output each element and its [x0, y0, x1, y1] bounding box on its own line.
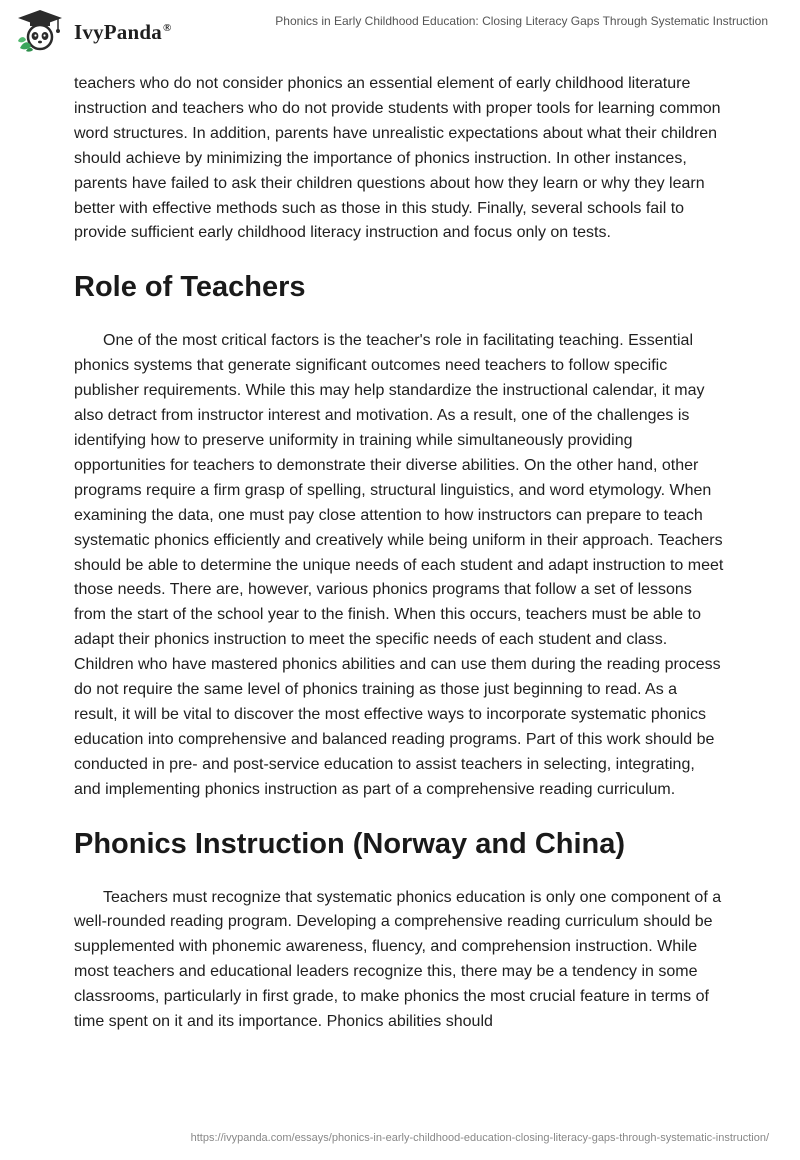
page-header	[0, 0, 800, 56]
brand-label: IvyPanda	[74, 20, 162, 44]
intro-paragraph: teachers who do not consider phonics an essential element of early childhood literature instruction and teachers who do not provide students with proper tools for learning common word structures. In addition, parents have unrealistic expectations about what their children should achieve by minimizing the importance of phonics instruction. In other instances, parents have failed to ask their children questions about how they learn or why they learn better with effective methods such as those in this study. Finally, several schools fail to provide sufficient early childhood literacy instruction and focus only on tests.	[74, 75, 721, 242]
section-heading-phonics-instruction: Phonics Instruction (Norway and China)	[74, 827, 626, 860]
registered-mark: ®	[162, 22, 172, 34]
section-paragraph-phonics-instruction: Teachers must recognize that systematic phonics education is only one component of a well-rounded reading program. Developing a comprehensive reading curriculum should be supplemented with phonemic awareness, fluency, and comprehension instruction. While most teachers and educational leaders recognize this, there may be a tendency in some classrooms, particularly in first grade, to make phonics the most crucial feature in terms of time spent on it and its importance. Phonics abilities should	[74, 888, 722, 1031]
panda-graduate-icon	[14, 8, 66, 52]
source-url-link[interactable]: https://ivypanda.com/essays/phonics-in-early-childhood-education-closing-literacy-gaps-through-systematic-instruction/	[190, 1132, 769, 1144]
document-title: Phonics in Early Childhood Education: Closing Literacy Gaps Through Systematic Instruction	[275, 14, 768, 28]
section-paragraph-role-of-teachers: One of the most critical factors is the teacher's role in facilitating teaching. Essential phonics systems that generate significant outcomes need teachers to follow specific publisher requirements. While this may help standardize the instructional calendar, it may also detract from instructor interest and motivation. As a result, one of the challenges is identifying how to preserve uniformity in training while simultaneously providing opportunities for teachers to demonstrate their diverse abilities. On the other hand, other programs require a firm grasp of spelling, structural linguistics, and word etymology. When examining the data, one must pay close attention to how instructors can prepare to teach systematic phonics efficiently and creatively while being uniform in their approach. Teachers should be able to determine the unique needs of each student and adapt instruction to meet those needs. There are, however, various phonics programs that follow a set of lessons from the start of the school year to the finish. When this occurs, teachers must be able to adapt their phonics instruction to meet the specific needs of each student and class. Children who have mastered phonics abilities and can use them during the reading process do not require the same level of phonics training as those just beginning to read. As a result, it will be vital to discover the most effective ways to incorporate systematic phonics education into comprehensive and balanced reading programs. Part of this work should be conducted in pre- and post-service education to assist teachers in selecting, integrating, and implementing phonics instruction as part of a comprehensive reading curriculum.	[74, 332, 724, 798]
article-body	[74, 72, 724, 1035]
brand-name	[74, 20, 171, 45]
section-heading-role-of-teachers: Role of Teachers	[74, 271, 306, 304]
ivypanda-logo[interactable]	[14, 8, 194, 52]
